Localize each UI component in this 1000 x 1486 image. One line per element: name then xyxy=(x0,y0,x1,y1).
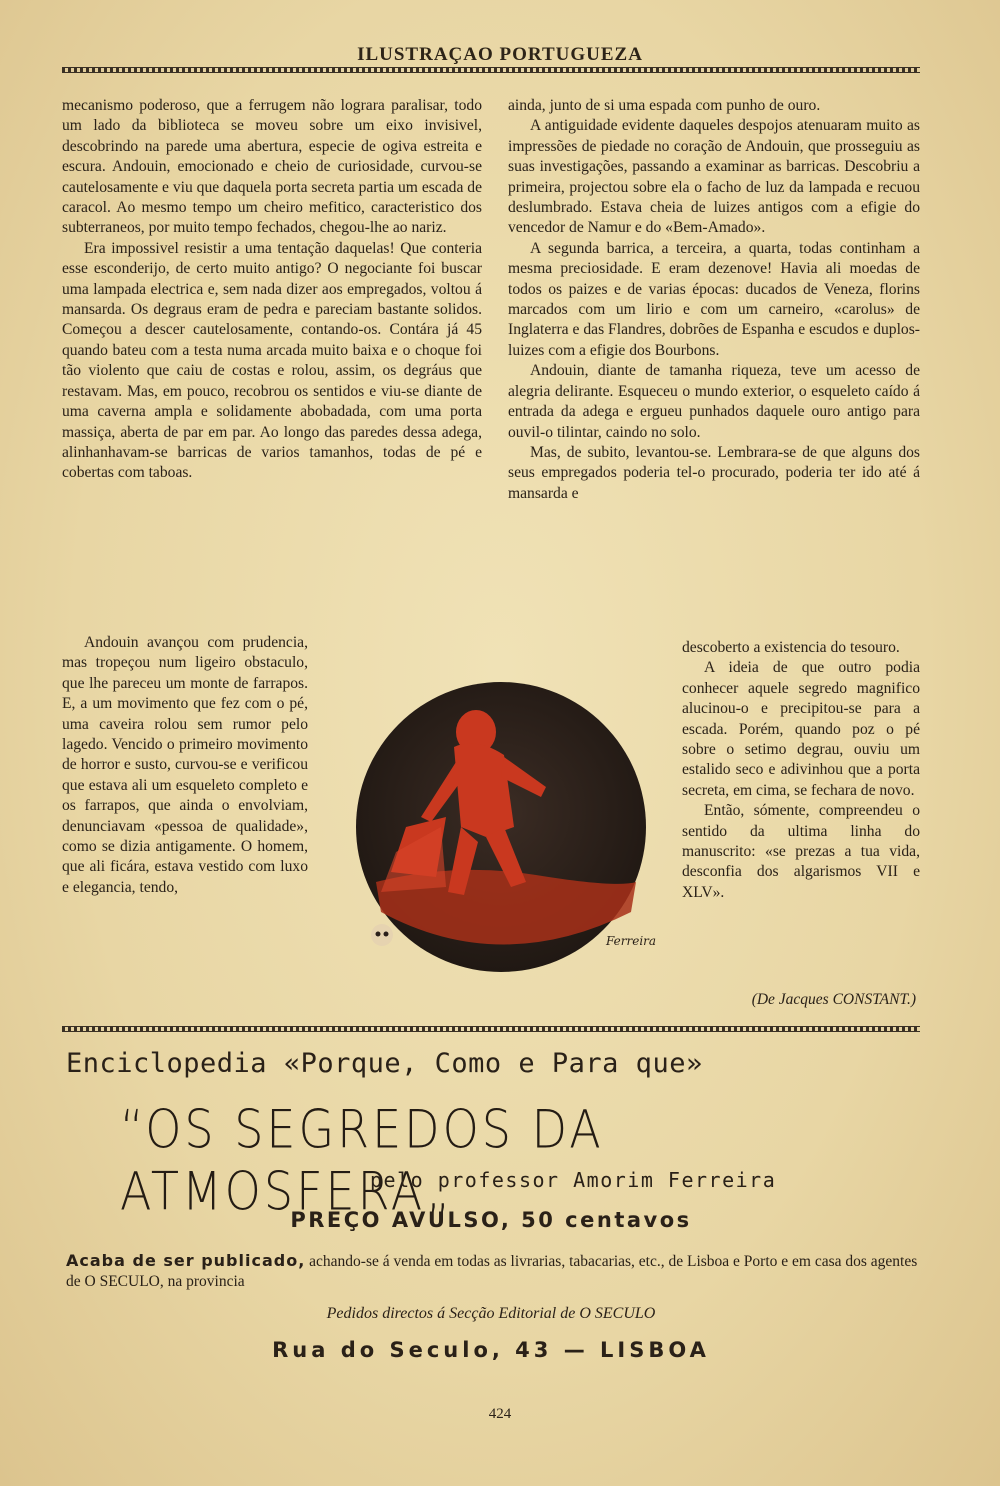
story-paragraph: Mas, de subito, levantou-se. Lembrara-se de que alguns dos seus empregados poderia tel-o procurado, poderia ter ido até á mansarda e xyxy=(508,443,920,502)
ad-book-title: “OS SEGREDOS DA ATMOSFERA„ xyxy=(120,1098,604,1223)
story-paragraph: Andouin, diante de tamanha riqueza, teve um acesso de alegria delirante. Esqueceu o mundo exterior, o esqueleto caído á entrada da adega e ergueu punhados daquele ouro antigo para ouvil-o tilintar, caindo no solo. xyxy=(508,362,920,441)
story-attribution: (De Jacques CONSTANT.) xyxy=(751,991,916,1008)
skeleton-treasure-illustration xyxy=(336,677,668,987)
running-title: ILUSTRAÇAO PORTUGUEZA xyxy=(357,44,643,65)
story-paragraph: Então, sómente, compreendeu o sentido da ultima linha do manuscrito: «se prezas a tua vida, desconfia dos algarismos VII e XLV». xyxy=(682,802,920,901)
page-number: 424 xyxy=(488,1406,512,1422)
story-paragraph: Andouin avançou com prudencia, mas tropeçou num ligeiro obstaculo, que lhe pareceu um monte de farrapos. E, a um movimento que fez com o pé, uma caveira rolou sem rumor pelo lagedo. Vencido o primeiro movimento de horror e susto, curvou-se e verificou que estava ali um esqueleto completo e os farrapos, que ainda o envolviam, denunciavam «pessoa de qualidade», como se dizia antigamente. O homem, que ali ficára, estava vestido com luxo e elegancia, tendo, xyxy=(62,634,308,896)
story-paragraph: descoberto a existencia do tesouro. xyxy=(682,639,900,656)
ad-price: PREÇO AVULSO, 50 centavos xyxy=(290,1208,692,1232)
story-paragraph: mecanismo poderoso, que a ferrugem não lograra paralisar, todo um lado da biblioteca se moveu sobre um eixo invisivel, descobrindo na parede uma abertura, especie de ogiva estreita e escura. Andouin, emocionado e cheio de curiosidade, curvou-se cautelosamente e viu que daquela porta secreta partia um escada de caracol. Ao mesmo tempo um cheiro mefitico, caracteristico dos subterraneos, por muito tempo fechados, chegou-lhe ao nariz. xyxy=(62,97,482,237)
illustration-signature: Ferreira xyxy=(606,934,657,948)
ad-address: Rua do Seculo, 43 — LISBOA xyxy=(272,1338,710,1362)
story-left-narrow-column xyxy=(62,633,308,898)
story-paragraph: A segunda barrica, a terceira, a quarta, todas continham a mesma preciosidade. E eram dezenove! Havia ali moedas de todos os paizes e de varias épocas: ducados de Veneza, florins marcados com um lirio e com um carneiro, «carolus» de Inglaterra e das Flandres, dobrões de Espanha e escudos e duplos-luizes com a efigie dos Bourbons. xyxy=(508,239,920,359)
story-right-narrow-column xyxy=(682,638,920,903)
top-ornamental-rule xyxy=(62,67,920,73)
ad-body-text: achando-se á venda em todas as livrarias, tabacarias, etc., de Lisboa e Porto e em casa dos agentes de O SECULO, na provincia xyxy=(66,1253,918,1290)
section-ornamental-rule xyxy=(62,1026,920,1032)
ad-body xyxy=(66,1251,926,1292)
story-paragraph: A antiguidade evidente daqueles despojos atenuaram muito as impressões de piedade no coração de Andouin, que prosseguiu as suas investigações, passando a examinar as barricas. Descobriu a primeira, projectou sobre ela o facho de luz da lampada e recuou deslumbrado. Estava cheia de luizes antigos com a efigie do vencedor de Namur e do «Bem-Amado». xyxy=(508,117,920,237)
ad-body-lead: Acaba de ser publicado, xyxy=(66,1251,306,1270)
story-paragraph: A ideia de que outro podia conhecer aquele segredo magnifico alucinou-o e precipitou-se para a escada. Porém, quando poz o pé sobre o setimo degrau, ouviu um estalido seco e adivinhou que a porta secreta, em cima, se fechara de novo. xyxy=(682,659,920,799)
skull-icon xyxy=(371,924,393,946)
story-paragraph: Era impossivel resistir a uma tentação daquelas! Que conteria esse esconderijo, de certo muito antigo? O negociante foi buscar uma lampada electrica e, sem nada dizer aos empregados, voltou á mansarda. Os degraus eram de pedra e pareciam bastante solidos. Começou a descer cautelosamente, contando-os. Contára já 45 quando bateu com a testa numa arcada muito baixa e o choque foi tão violento que caiu de costas e rolou, assim, os degráus que restavam. Mas, em pouco, recobrou os sentidos e viu-se diante de uma caverna ampla e solidamente abobadada, com uma porta massiça, aberta de par em par. Ao longo das paredes dessa adega, alinhanhavam-se barricas de varios tamanhos, todas de pé e cobertas com taboas. xyxy=(62,239,482,482)
story-paragraph: ainda, junto de si uma espada com punho de ouro. xyxy=(508,97,821,114)
story-right-column xyxy=(508,96,920,504)
story-left-column xyxy=(62,96,482,484)
ad-author: pelo professor Amorim Ferreira xyxy=(370,1168,777,1192)
ad-orders: Pedidos directos á Secção Editorial de O SECULO xyxy=(326,1305,656,1322)
ad-series-title: Enciclopedia «Porque, Como e Para que» xyxy=(66,1048,703,1079)
